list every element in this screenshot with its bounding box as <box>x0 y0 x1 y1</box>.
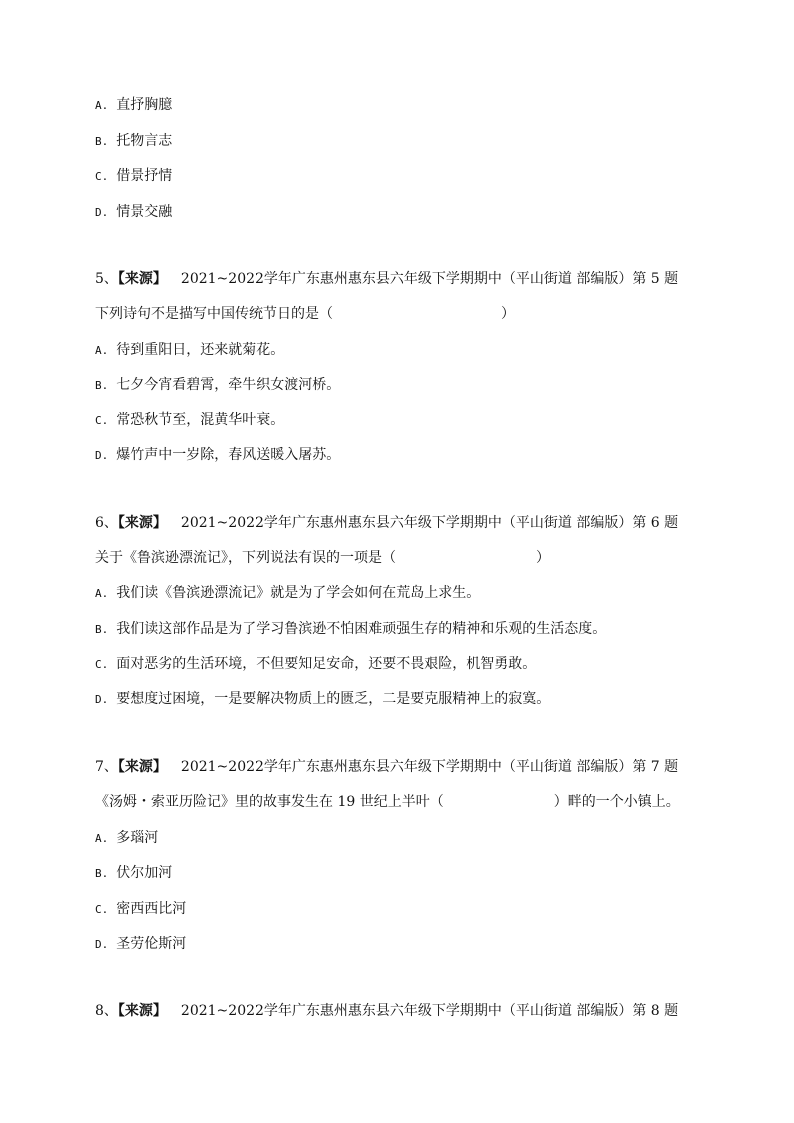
q7-option-d: D. 圣劳伦斯河 <box>95 936 187 952</box>
q4-option-c: C. 借景抒情 <box>95 168 173 184</box>
q5-stem: 下列诗句不是描写中国传统节日的是（ ） <box>95 306 515 322</box>
q7-option-b: B. 伏尔加河 <box>95 865 173 881</box>
q7-stem: 《汤姆・索亚历险记》里的故事发生在 19 世纪上半叶（ ）畔的一个小镇上。 <box>95 794 680 810</box>
q6-option-a: A. 我们读《鲁滨逊漂流记》就是为了学会如何在荒岛上求生。 <box>95 585 481 601</box>
q7-option-c: C. 密西西比河 <box>95 901 187 917</box>
q5-option-b: B. 七夕今宵看碧霄，牵牛织女渡河桥。 <box>95 377 341 393</box>
q4-option-b: B. 托物言志 <box>95 133 173 149</box>
q6-header: 6、【来源】 2021~2022学年广东惠州惠东县六年级下学期期中（平山街道 部编版）第 6 题 <box>95 515 679 531</box>
q6-option-d: D. 要想度过困境，一是要解决物质上的匮乏，二是要克服精神上的寂寞。 <box>95 691 551 707</box>
q4-option-a: A. 直抒胸臆 <box>95 97 173 113</box>
q7-header: 7、【来源】 2021~2022学年广东惠州惠东县六年级下学期期中（平山街道 部编版）第 7 题 <box>95 759 679 775</box>
q5-header: 5、【来源】 2021~2022学年广东惠州惠东县六年级下学期期中（平山街道 部编版）第 5 题 <box>95 271 679 287</box>
q6-option-c: C. 面对恶劣的生活环境，不但要知足安命，还要不畏艰险，机智勇敢。 <box>95 656 537 672</box>
q5-option-d: D. 爆竹声中一岁除，春风送暖入屠苏。 <box>95 447 341 463</box>
q5-option-a: A. 待到重阳日，还来就菊花。 <box>95 342 285 358</box>
q7-option-a: A. 多瑙河 <box>95 830 159 846</box>
q5-option-c: C. 常恐秋节至，混黄华叶衰。 <box>95 412 285 428</box>
q6-stem: 关于《鲁滨逊漂流记》，下列说法有误的一项是（ ） <box>95 550 550 566</box>
q4-option-d: D. 情景交融 <box>95 204 173 220</box>
q6-option-b: B. 我们读这部作品是为了学习鲁滨逊不怕困难顽强生存的精神和乐观的生活态度。 <box>95 621 607 637</box>
q8-header: 8、【来源】 2021~2022学年广东惠州惠东县六年级下学期期中（平山街道 部编版）第 8 题 <box>95 1003 679 1019</box>
